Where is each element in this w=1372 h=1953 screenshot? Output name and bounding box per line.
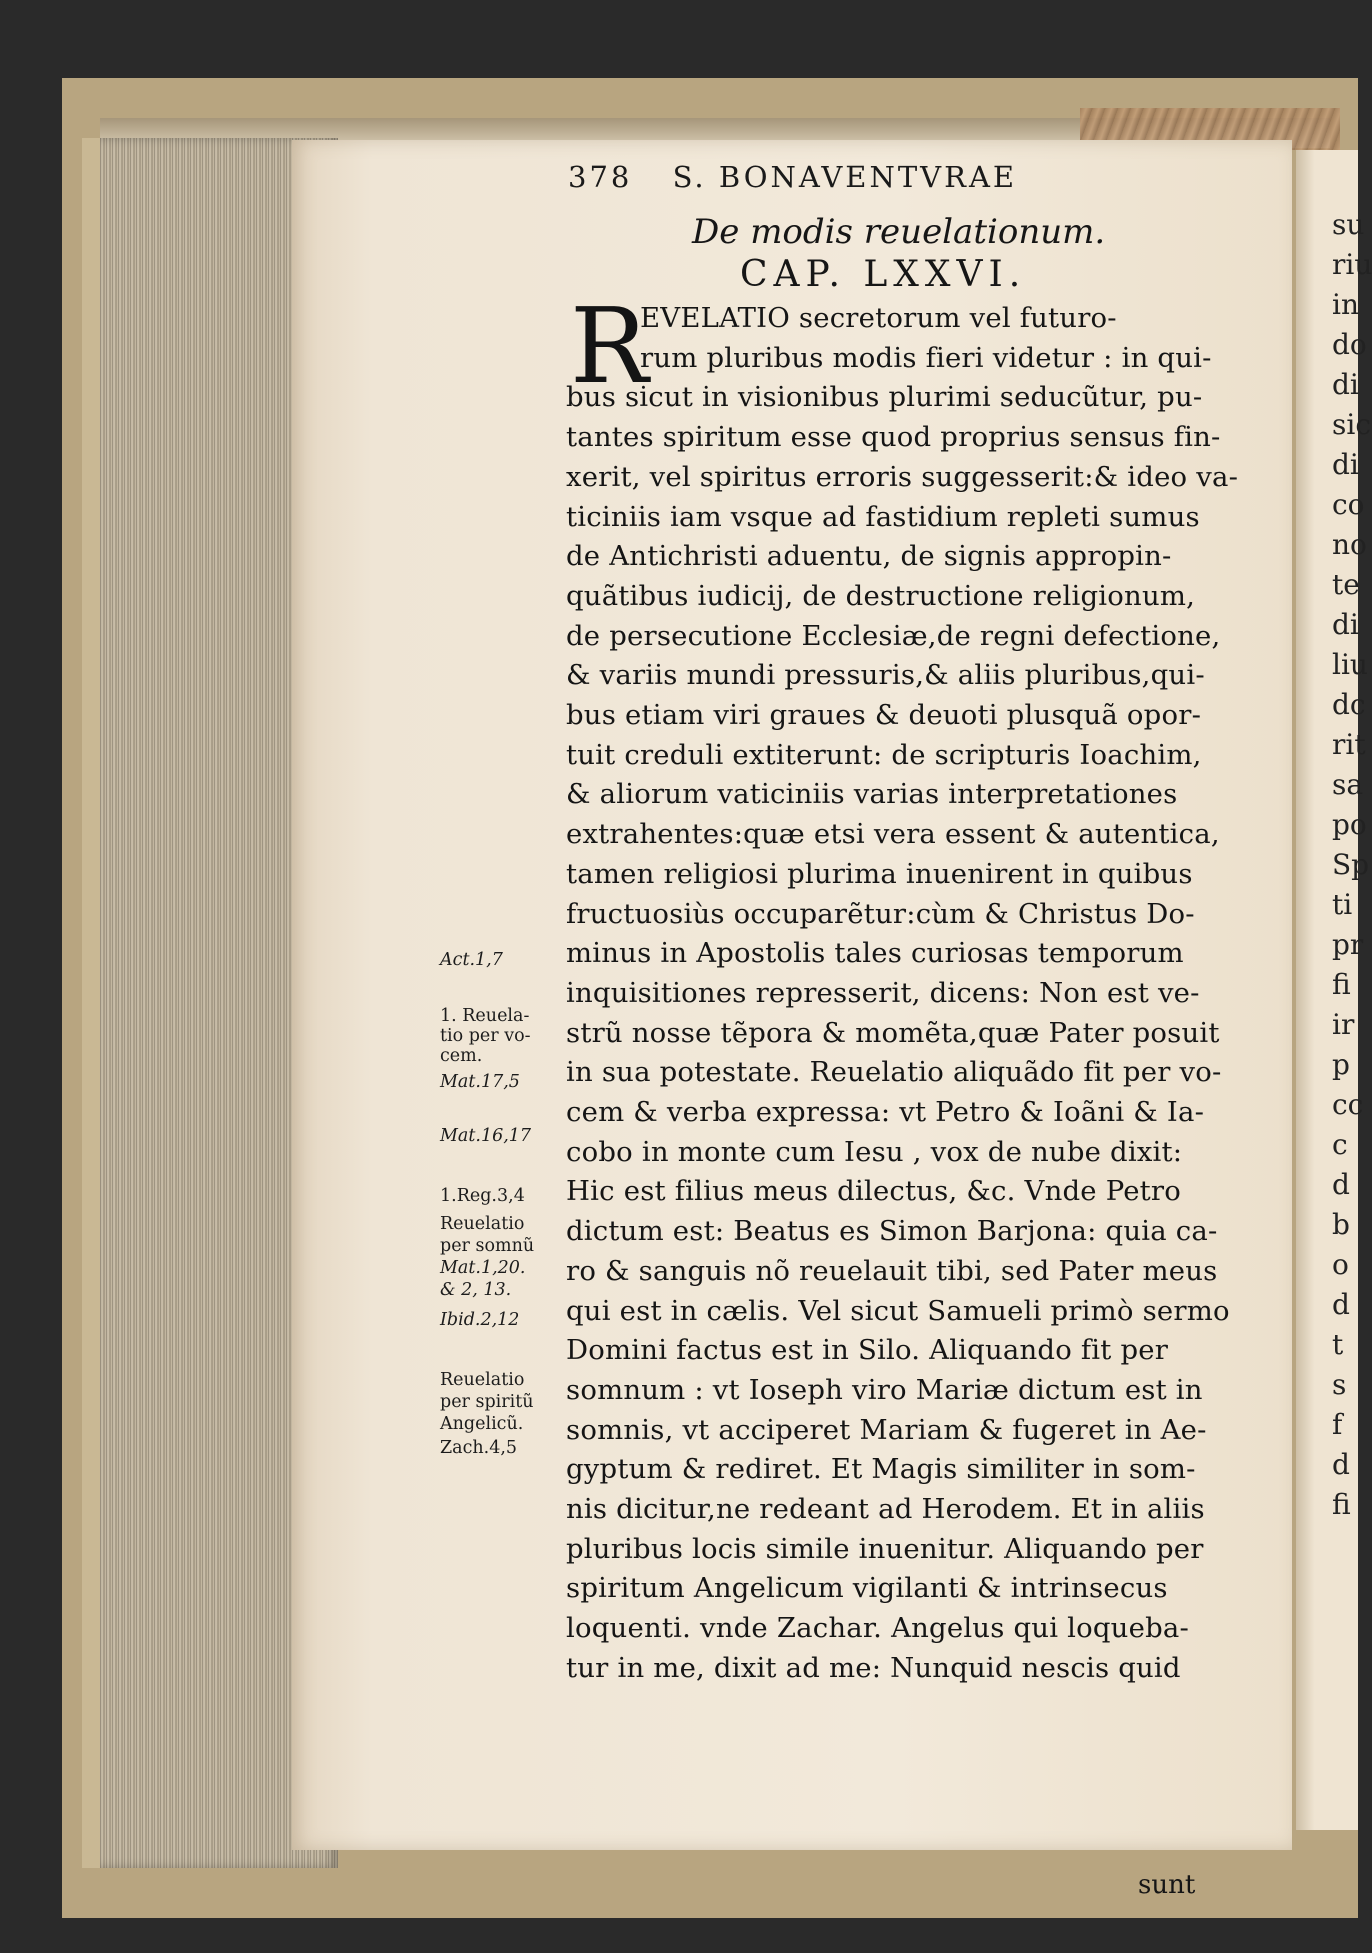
margin-note: cem. bbox=[440, 1046, 483, 1066]
body-line: xerit, vel spiritus erroris suggesserit:& ideo va- bbox=[566, 460, 1239, 493]
right-page-line-fragment: s bbox=[1332, 1368, 1347, 1401]
right-page-line-fragment: di bbox=[1332, 448, 1359, 481]
right-page-line-fragment: no bbox=[1332, 528, 1367, 561]
right-page-line-fragment: di bbox=[1332, 608, 1359, 641]
right-page-line-fragment: ti bbox=[1332, 888, 1353, 921]
right-page-line-fragment: su bbox=[1332, 208, 1365, 241]
margin-note: Mat.1,20. bbox=[440, 1258, 526, 1278]
right-page-line-fragment: liu bbox=[1332, 648, 1368, 681]
drop-cap-initial: R bbox=[570, 285, 649, 407]
margin-note: 1.Reg.3,4 bbox=[440, 1186, 525, 1206]
body-line: & variis mundi pressuris,& aliis pluribus,qui- bbox=[566, 659, 1205, 692]
right-page-line-fragment: pr bbox=[1332, 928, 1364, 961]
margin-note: 1. Reuela- bbox=[440, 1006, 530, 1026]
right-page-line-fragment: te bbox=[1332, 568, 1360, 601]
right-page-line-fragment: c bbox=[1332, 1128, 1348, 1161]
right-page-line-fragment: po bbox=[1332, 808, 1367, 841]
margin-note: Reuelatio bbox=[440, 1370, 525, 1390]
body-line: dictum est: Beatus es Simon Barjona: quia ca- bbox=[566, 1215, 1218, 1248]
body-line: ro & sanguis nõ reuelauit tibi, sed Pater meus bbox=[566, 1254, 1218, 1287]
body-line: tuit creduli extiterunt: de scripturis Ioachim, bbox=[566, 738, 1202, 771]
margin-note: per spiritũ bbox=[440, 1392, 534, 1412]
right-page-line-fragment: p bbox=[1332, 1048, 1350, 1081]
page-number: 378 bbox=[568, 160, 633, 194]
margin-note: Reuelatio bbox=[440, 1214, 525, 1234]
right-page-line-fragment: riu bbox=[1332, 248, 1372, 281]
body-line: cem & verba expressa: vt Petro & Ioãni & Ia- bbox=[566, 1096, 1205, 1128]
body-line: ticiniis iam vsque ad fastidium repleti sumus bbox=[566, 500, 1200, 533]
body-line: bus sicut in visionibus plurimi seducũtur, pu- bbox=[566, 381, 1203, 414]
margin-note: per somnũ bbox=[440, 1236, 535, 1256]
body-line: & aliorum vaticiniis varias interpretationes bbox=[566, 778, 1178, 811]
right-page-line-fragment: dc bbox=[1332, 688, 1366, 721]
body-line: rum pluribus modis fieri videtur : in qui- bbox=[640, 341, 1212, 374]
body-line: EVELATIO secretorum vel futuro- bbox=[640, 302, 1117, 334]
right-page-line-fragment: Sp bbox=[1332, 848, 1370, 881]
right-page-line-fragment: fi bbox=[1332, 1488, 1351, 1521]
running-header bbox=[568, 160, 1017, 194]
body-line: tamen religiosi plurima inuenirent in quibus bbox=[566, 857, 1193, 890]
right-page-line-fragment: ir bbox=[1332, 1008, 1355, 1041]
margin-note: & 2, 13. bbox=[440, 1280, 512, 1300]
body-line: somnis, vt acciperet Mariam & fugeret in Ae- bbox=[566, 1413, 1207, 1446]
margin-note: Act.1,7 bbox=[440, 950, 503, 970]
margin-note: Mat.16,17 bbox=[440, 1126, 532, 1146]
body-line: bus etiam viri graues & deuoti plusquã opor- bbox=[566, 699, 1202, 731]
body-line: Hic est filius meus dilectus, &c. Vnde Petro bbox=[566, 1175, 1182, 1208]
body-line: tantes spiritum esse quod proprius sensus fin- bbox=[566, 421, 1221, 454]
body-line: quãtibus iudicij, de destructione religionum, bbox=[566, 579, 1196, 612]
body-line: in sua potestate. Reuelatio aliquãdo fit per vo- bbox=[566, 1056, 1222, 1089]
margin-note: Zach.4,5 bbox=[440, 1438, 518, 1458]
body-line: nis dicitur,ne redeant ad Herodem. Et in aliis bbox=[566, 1493, 1205, 1525]
body-line: tur in me, dixit ad me: Nunquid nescis quid bbox=[566, 1651, 1181, 1684]
body-line: Domini factus est in Silo. Aliquando fit per bbox=[566, 1334, 1169, 1367]
right-page-line-fragment: sa bbox=[1332, 768, 1364, 801]
body-line: pluribus locis simile inuenitur. Aliquando per bbox=[566, 1532, 1204, 1565]
right-page-fragment bbox=[1296, 150, 1372, 1830]
body-line: minus in Apostolis tales curiosas temporum bbox=[566, 937, 1184, 970]
body-line: inquisitiones represserit, dicens: Non est ve- bbox=[566, 976, 1200, 1009]
right-page-line-fragment: t bbox=[1332, 1328, 1344, 1361]
right-page-line-fragment: d bbox=[1332, 1448, 1350, 1481]
right-page-line-fragment: d bbox=[1332, 1168, 1350, 1201]
body-line: de persecutione Ecclesiæ,de regni defectione, bbox=[566, 619, 1221, 652]
right-page-line-fragment: f bbox=[1332, 1408, 1343, 1441]
body-line: de Antichristi aduentu, de signis appropin- bbox=[566, 540, 1172, 573]
right-page-line-fragment: rit bbox=[1332, 728, 1366, 761]
right-page-line-fragment: b bbox=[1332, 1208, 1350, 1241]
right-page-line-fragment: co bbox=[1332, 488, 1365, 521]
body-line: spiritum Angelicum vigilanti & intrinsecus bbox=[566, 1572, 1168, 1605]
body-line: fructuosiùs occuparẽtur:cùm & Christus Do- bbox=[566, 897, 1195, 930]
body-line: loquenti. vnde Zachar. Angelus qui loqueba- bbox=[566, 1612, 1189, 1645]
body-line: cobo in monte cum Iesu , vox de nube dixit: bbox=[566, 1135, 1183, 1168]
body-line: strũ nosse tẽpora & momẽta,quæ Pater posuit bbox=[566, 1016, 1220, 1049]
right-page-line-fragment: sic bbox=[1332, 408, 1372, 441]
margin-note: Ibid.2,12 bbox=[440, 1310, 520, 1330]
chapter-number: CAP. LXXVI. bbox=[740, 254, 1027, 295]
right-page-line-fragment: d bbox=[1332, 1288, 1350, 1321]
margin-note: tio per vo- bbox=[440, 1026, 531, 1046]
body-line: qui est in cælis. Vel sicut Samueli primò sermo bbox=[566, 1294, 1230, 1327]
right-page-line-fragment: in bbox=[1332, 288, 1359, 321]
right-page-line-fragment: do bbox=[1332, 328, 1367, 361]
body-line: extrahentes:quæ etsi vera essent & autentica, bbox=[566, 818, 1220, 851]
right-page-line-fragment: di bbox=[1332, 368, 1359, 401]
body-line: somnum : vt Ioseph viro Mariæ dictum est in bbox=[566, 1373, 1203, 1406]
chapter-title: De modis reuelationum. bbox=[692, 212, 1106, 252]
body-line: gyptum & rediret. Et Magis similiter in som- bbox=[566, 1453, 1196, 1486]
margin-note: Angelicũ. bbox=[440, 1414, 524, 1434]
right-page-line-fragment: o bbox=[1332, 1248, 1349, 1281]
right-page-line-fragment: fi bbox=[1332, 968, 1351, 1001]
catchword: sunt bbox=[1138, 1870, 1196, 1900]
running-title: S. BONAVENTVRAE bbox=[672, 160, 1018, 194]
right-page-line-fragment: cc bbox=[1332, 1088, 1364, 1121]
margin-note: Mat.17,5 bbox=[440, 1072, 520, 1092]
